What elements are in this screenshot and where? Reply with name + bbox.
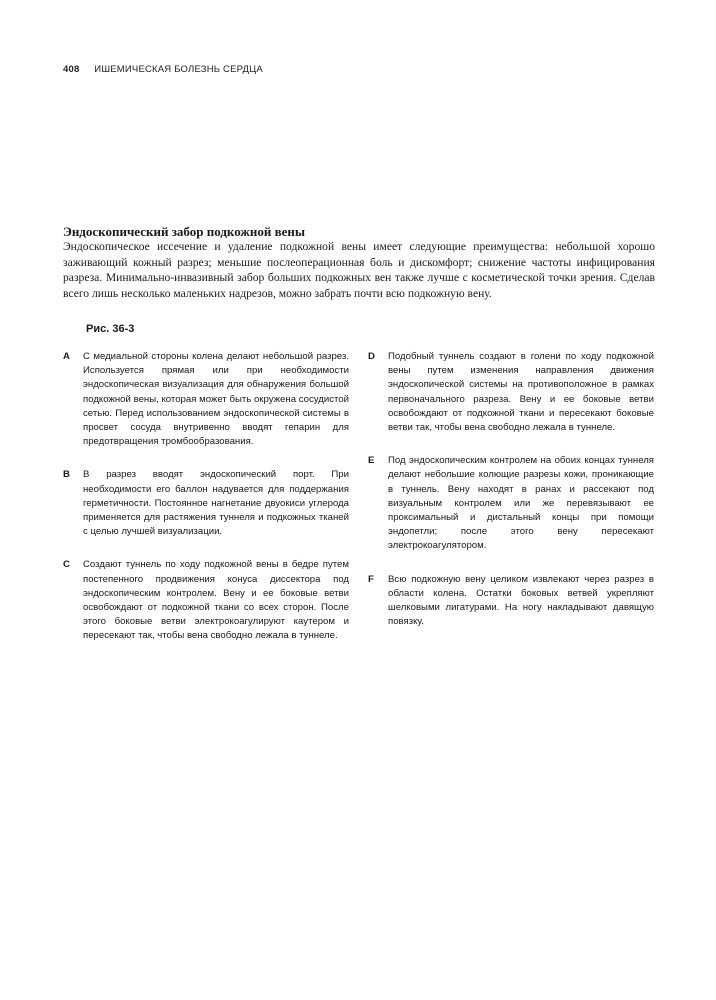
steps-column-right [368,350,654,648]
step-f [368,573,654,630]
running-header [63,64,263,75]
step-text: Всю подкожную вену целиком извлекают через разрез в области колена. Остатки боковых ветвей укрепляют шелковыми лигатурами. На ногу накладывают давящую повязку. [388,573,654,628]
step-d [368,350,654,435]
step-letter: B [63,469,70,481]
step-b [63,468,349,539]
running-title: ИШЕМИЧЕСКАЯ БОЛЕЗНЬ СЕРДЦА [94,64,263,75]
step-a [63,350,349,449]
step-letter: E [368,455,375,467]
step-e [368,454,654,553]
step-c [63,558,349,643]
step-text: Создают туннель по ходу подкожной вены в бедре путем постепенного продвижения конуса диссектора под эндоскопическим контролем. Вену и ее боковые ветви освобождают от подкожной ткани со всех сторон. После этого боковые ветви электрокоагулируют каутером и пересекают так, чтобы вена свободно лежала в туннеле. [83,559,349,642]
page-number: 408 [63,64,80,75]
section-title: Эндоскопический забор подкожной вены [63,224,306,239]
step-text: С медиальной стороны колена делают небольшой разрез. Используется прямая или при необходимости эндоскопическая визуализация для обнаружения большой подкожной вены, которая может быть окружена сосудистой сетью. Перед использованием эндоскопической системы в просвет сосуда внутривенно вводят гепарин для предотвращения тромбообразования. [83,351,349,448]
step-text: В разрез вводят эндоскопический порт. При необходимости его баллон надувается для поддержания герметичности. Постоянное нагнетание двуокиси углерода применяется для растяжения туннеля и подкожных тканей с целью лучшей визуализации. [83,469,349,538]
step-letter: F [368,573,374,585]
step-letter: C [63,559,70,571]
step-letter: A [63,351,70,362]
steps-column-left [63,350,349,663]
step-letter: D [368,351,375,362]
step-text: Под эндоскопическим контролем на обоих концах туннеля делают небольшие колющие разрезы кожи, проникающие в туннель. Вену находят в ранах и рассекают под визуальным контролем или же перевязывают ее проксимальный и дистальный концы при помощи эндопетли; после этого вену пересекают электрокоагулятором. [388,455,654,552]
figure-label: Рис. 36-3 [86,323,135,335]
step-text: Подобный туннель создают в голени по ходу подкожной вены путем изменения направления движения эндоскопической системы на противоположное в рамках первоначального разреза. Вену и ее боковые ветви освобождают от подкожной ткани и пересекают боковые ветви так, чтобы вена свободно лежала в туннеле. [388,351,654,434]
section-body: Эндоскопическое иссечение и удаление подкожной вены имеет следующие преимущества: небольшой хорошо заживающий кожный разрез; меньшие послеоперационная боль и дискомфорт; снижение частоты инфицирования разреза. Минимально-инвазивный забор больших подкожных вен также лучше с косметической точки зрения. Сделав всего лишь несколько маленьких надрезов, можно забрать почти всю подкожную вену. [63,240,655,300]
section [63,224,655,301]
